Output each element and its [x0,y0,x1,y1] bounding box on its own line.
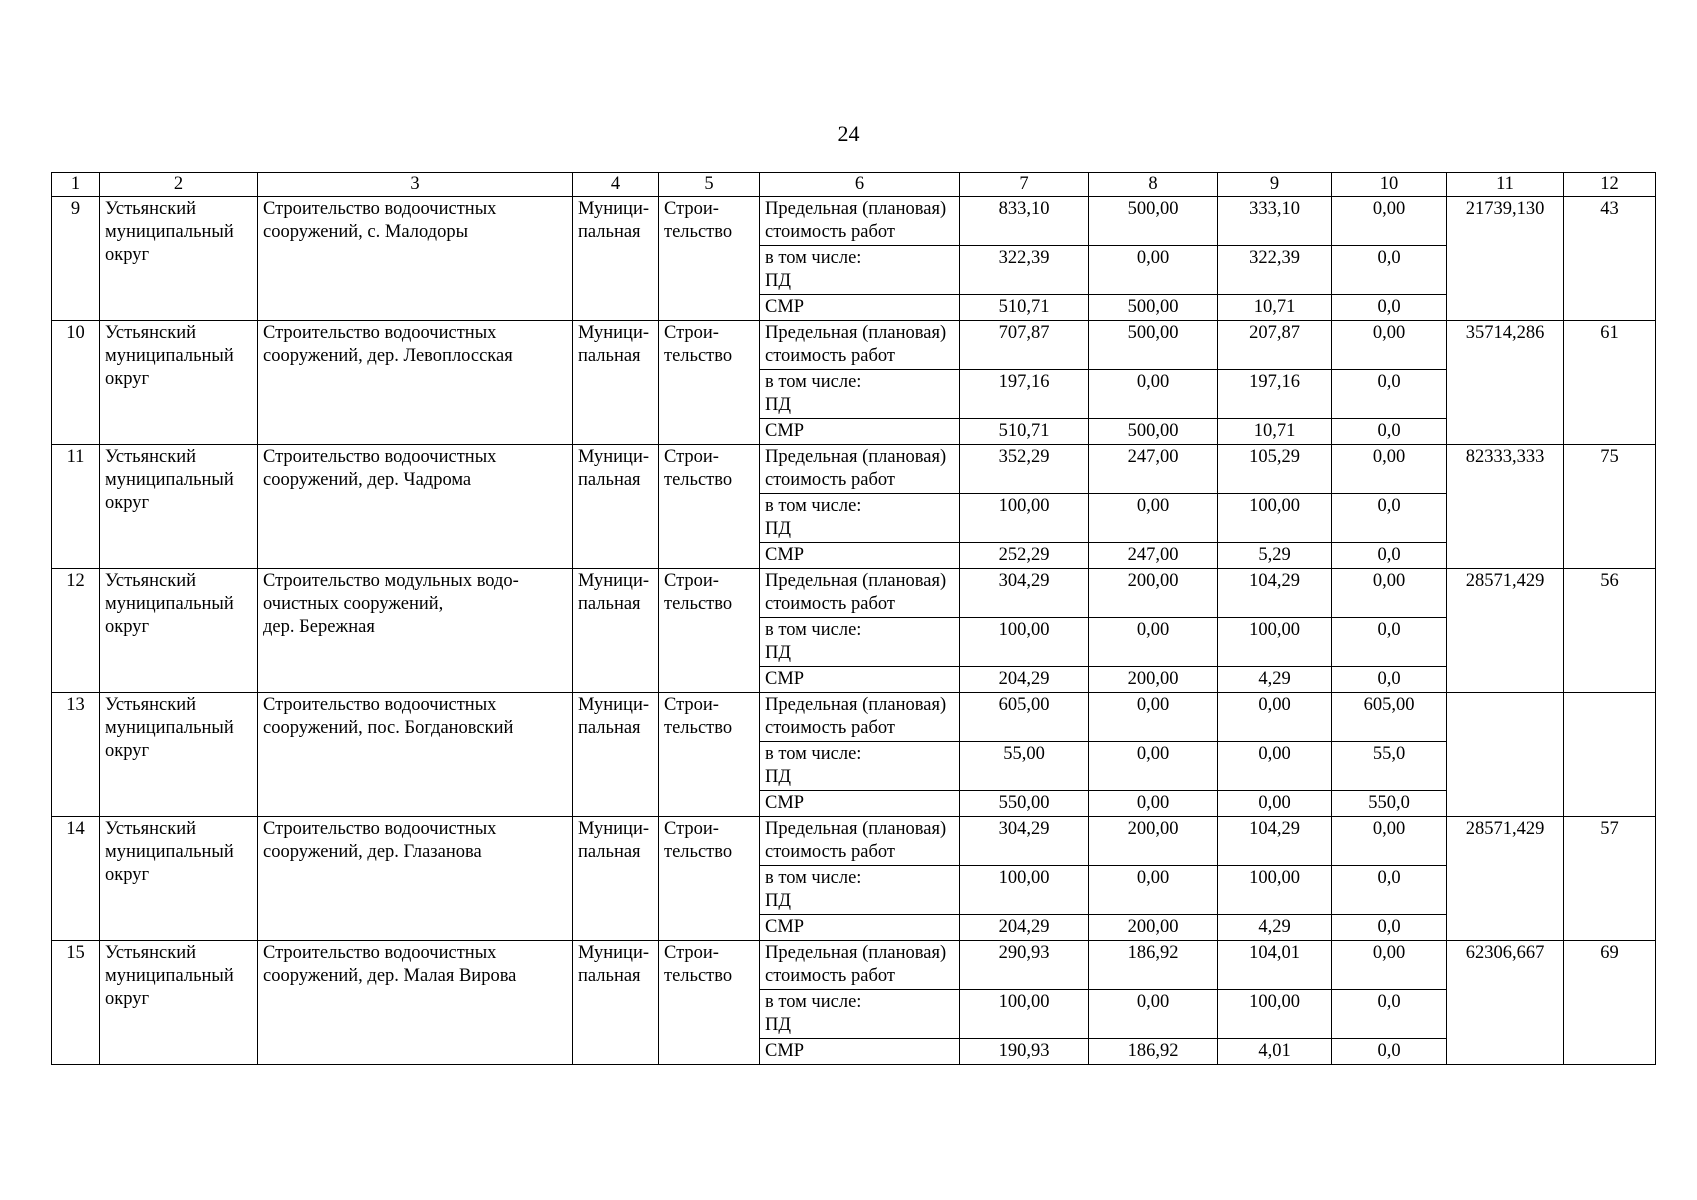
table-body [52,173,1656,1065]
value-col-12: 69 [1564,941,1656,1065]
object-name: Строительство водоочистных сооружений, дер. Левоплосская [258,321,573,445]
cost-label: Предельная (плановая) стоимость работ [760,197,960,246]
value-col-10: 0,00 [1332,445,1447,494]
value-col-7: 707,87 [960,321,1089,370]
cost-label: Предельная (плановая) стоимость работ [760,817,960,866]
district-name: Устьянский муниципальный округ [100,197,258,321]
value-col-7: 100,00 [960,990,1089,1039]
table-row [52,817,1656,866]
value-col-11: 82333,333 [1447,445,1564,569]
value-col-8: 0,00 [1089,370,1218,419]
pd-label: в том числе: ПД [760,618,960,667]
investment-table [51,172,1656,1065]
pd-label: в том числе: ПД [760,370,960,419]
district-name: Устьянский муниципальный округ [100,445,258,569]
value-col-7: 304,29 [960,569,1089,618]
value-col-9: 104,29 [1218,817,1332,866]
smr-label: СМР [760,419,960,445]
value-col-10: 55,0 [1332,742,1447,791]
value-col-9: 10,71 [1218,419,1332,445]
value-col-7: 197,16 [960,370,1089,419]
value-col-9: 100,00 [1218,618,1332,667]
value-col-12: 57 [1564,817,1656,941]
table-row [52,569,1656,618]
cost-label: Предельная (плановая) стоимость работ [760,941,960,990]
value-col-10: 0,00 [1332,817,1447,866]
district-name: Устьянский муниципальный округ [100,569,258,693]
value-col-10: 0,0 [1332,866,1447,915]
value-col-9: 4,29 [1218,667,1332,693]
cost-label: Предельная (плановая) стоимость работ [760,321,960,370]
ownership-type: Муници- пальная [573,941,659,1065]
work-type: Строи- тельство [659,321,760,445]
cost-label: Предельная (плановая) стоимость работ [760,445,960,494]
value-col-8: 0,00 [1089,742,1218,791]
value-col-11: 21739,130 [1447,197,1564,321]
value-col-9: 104,01 [1218,941,1332,990]
table-row [52,321,1656,370]
work-type: Строи- тельство [659,817,760,941]
row-number: 13 [52,693,100,817]
table-row [52,693,1656,742]
value-col-8: 186,92 [1089,941,1218,990]
column-header-1: 1 [52,173,100,197]
ownership-type: Муници- пальная [573,197,659,321]
row-number: 10 [52,321,100,445]
value-col-10: 550,0 [1332,791,1447,817]
value-col-10: 0,0 [1332,618,1447,667]
pd-label: в том числе: ПД [760,990,960,1039]
ownership-type: Муници- пальная [573,445,659,569]
value-col-8: 200,00 [1089,915,1218,941]
column-header-10: 10 [1332,173,1447,197]
ownership-type: Муници- пальная [573,693,659,817]
value-col-10: 0,0 [1332,543,1447,569]
column-header-2: 2 [100,173,258,197]
object-name: Строительство водоочистных сооружений, пос. Богдановский [258,693,573,817]
value-col-7: 304,29 [960,817,1089,866]
work-type: Строи- тельство [659,569,760,693]
value-col-10: 0,0 [1332,419,1447,445]
value-col-9: 322,39 [1218,246,1332,295]
value-col-11 [1447,693,1564,817]
cost-label: Предельная (плановая) стоимость работ [760,569,960,618]
pd-label: в том числе: ПД [760,742,960,791]
value-col-8: 0,00 [1089,866,1218,915]
value-col-10: 0,0 [1332,370,1447,419]
value-col-8: 500,00 [1089,419,1218,445]
value-col-10: 0,0 [1332,990,1447,1039]
pd-label: в том числе: ПД [760,866,960,915]
smr-label: СМР [760,667,960,693]
column-number-header-row [52,173,1656,197]
page-number: 24 [837,121,860,146]
value-col-7: 352,29 [960,445,1089,494]
value-col-9: 100,00 [1218,866,1332,915]
value-col-9: 105,29 [1218,445,1332,494]
value-col-9: 104,29 [1218,569,1332,618]
value-col-8: 0,00 [1089,791,1218,817]
row-number: 11 [52,445,100,569]
row-number: 15 [52,941,100,1065]
smr-label: СМР [760,543,960,569]
value-col-8: 247,00 [1089,445,1218,494]
value-col-10: 0,0 [1332,295,1447,321]
column-header-7: 7 [960,173,1089,197]
value-col-8: 0,00 [1089,693,1218,742]
work-type: Строи- тельство [659,445,760,569]
value-col-8: 500,00 [1089,295,1218,321]
value-col-11: 62306,667 [1447,941,1564,1065]
value-col-11: 28571,429 [1447,569,1564,693]
value-col-7: 204,29 [960,667,1089,693]
district-name: Устьянский муниципальный округ [100,817,258,941]
pd-label: в том числе: ПД [760,494,960,543]
smr-label: СМР [760,295,960,321]
value-col-8: 0,00 [1089,494,1218,543]
value-col-7: 100,00 [960,618,1089,667]
value-col-12: 61 [1564,321,1656,445]
object-name: Строительство модульных водо- очистных сооружений, дер. Бережная [258,569,573,693]
row-number: 9 [52,197,100,321]
value-col-11: 28571,429 [1447,817,1564,941]
value-col-10: 0,0 [1332,667,1447,693]
value-col-8: 186,92 [1089,1039,1218,1065]
column-header-5: 5 [659,173,760,197]
column-header-8: 8 [1089,173,1218,197]
value-col-10: 0,0 [1332,915,1447,941]
value-col-8: 500,00 [1089,321,1218,370]
value-col-7: 190,93 [960,1039,1089,1065]
district-name: Устьянский муниципальный округ [100,693,258,817]
column-header-11: 11 [1447,173,1564,197]
object-name: Строительство водоочистных сооружений, с. Малодоры [258,197,573,321]
value-col-10: 0,0 [1332,1039,1447,1065]
value-col-9: 0,00 [1218,693,1332,742]
value-col-11: 35714,286 [1447,321,1564,445]
value-col-9: 10,71 [1218,295,1332,321]
column-header-9: 9 [1218,173,1332,197]
value-col-10: 0,00 [1332,569,1447,618]
ownership-type: Муници- пальная [573,817,659,941]
value-col-8: 0,00 [1089,990,1218,1039]
column-header-12: 12 [1564,173,1656,197]
smr-label: СМР [760,791,960,817]
table-row [52,941,1656,990]
value-col-8: 200,00 [1089,569,1218,618]
value-col-10: 0,00 [1332,321,1447,370]
column-header-4: 4 [573,173,659,197]
value-col-8: 247,00 [1089,543,1218,569]
value-col-9: 0,00 [1218,791,1332,817]
value-col-7: 55,00 [960,742,1089,791]
value-col-7: 510,71 [960,419,1089,445]
value-col-12: 56 [1564,569,1656,693]
value-col-9: 100,00 [1218,990,1332,1039]
value-col-8: 0,00 [1089,618,1218,667]
value-col-7: 550,00 [960,791,1089,817]
cost-label: Предельная (плановая) стоимость работ [760,693,960,742]
value-col-10: 0,00 [1332,197,1447,246]
value-col-9: 333,10 [1218,197,1332,246]
column-header-6: 6 [760,173,960,197]
value-col-8: 200,00 [1089,817,1218,866]
ownership-type: Муници- пальная [573,569,659,693]
smr-label: СМР [760,915,960,941]
value-col-9: 5,29 [1218,543,1332,569]
value-col-12: 43 [1564,197,1656,321]
work-type: Строи- тельство [659,197,760,321]
work-type: Строи- тельство [659,693,760,817]
value-col-10: 0,0 [1332,246,1447,295]
value-col-7: 510,71 [960,295,1089,321]
object-name: Строительство водоочистных сооружений, дер. Чадрома [258,445,573,569]
value-col-12: 75 [1564,445,1656,569]
value-col-9: 4,29 [1218,915,1332,941]
smr-label: СМР [760,1039,960,1065]
value-col-7: 833,10 [960,197,1089,246]
value-col-9: 207,87 [1218,321,1332,370]
value-col-10: 605,00 [1332,693,1447,742]
district-name: Устьянский муниципальный округ [100,941,258,1065]
table-row [52,197,1656,246]
value-col-9: 100,00 [1218,494,1332,543]
value-col-9: 4,01 [1218,1039,1332,1065]
value-col-7: 100,00 [960,866,1089,915]
district-name: Устьянский муниципальный округ [100,321,258,445]
table-row [52,445,1656,494]
value-col-7: 322,39 [960,246,1089,295]
row-number: 12 [52,569,100,693]
value-col-7: 100,00 [960,494,1089,543]
column-header-3: 3 [258,173,573,197]
object-name: Строительство водоочистных сооружений, дер. Глазанова [258,817,573,941]
value-col-7: 252,29 [960,543,1089,569]
value-col-8: 200,00 [1089,667,1218,693]
value-col-12 [1564,693,1656,817]
value-col-9: 0,00 [1218,742,1332,791]
value-col-8: 0,00 [1089,246,1218,295]
value-col-7: 605,00 [960,693,1089,742]
value-col-10: 0,00 [1332,941,1447,990]
work-type: Строи- тельство [659,941,760,1065]
value-col-10: 0,0 [1332,494,1447,543]
row-number: 14 [52,817,100,941]
value-col-7: 204,29 [960,915,1089,941]
pd-label: в том числе: ПД [760,246,960,295]
value-col-7: 290,93 [960,941,1089,990]
ownership-type: Муници- пальная [573,321,659,445]
value-col-8: 500,00 [1089,197,1218,246]
value-col-9: 197,16 [1218,370,1332,419]
object-name: Строительство водоочистных сооружений, дер. Малая Вирова [258,941,573,1065]
